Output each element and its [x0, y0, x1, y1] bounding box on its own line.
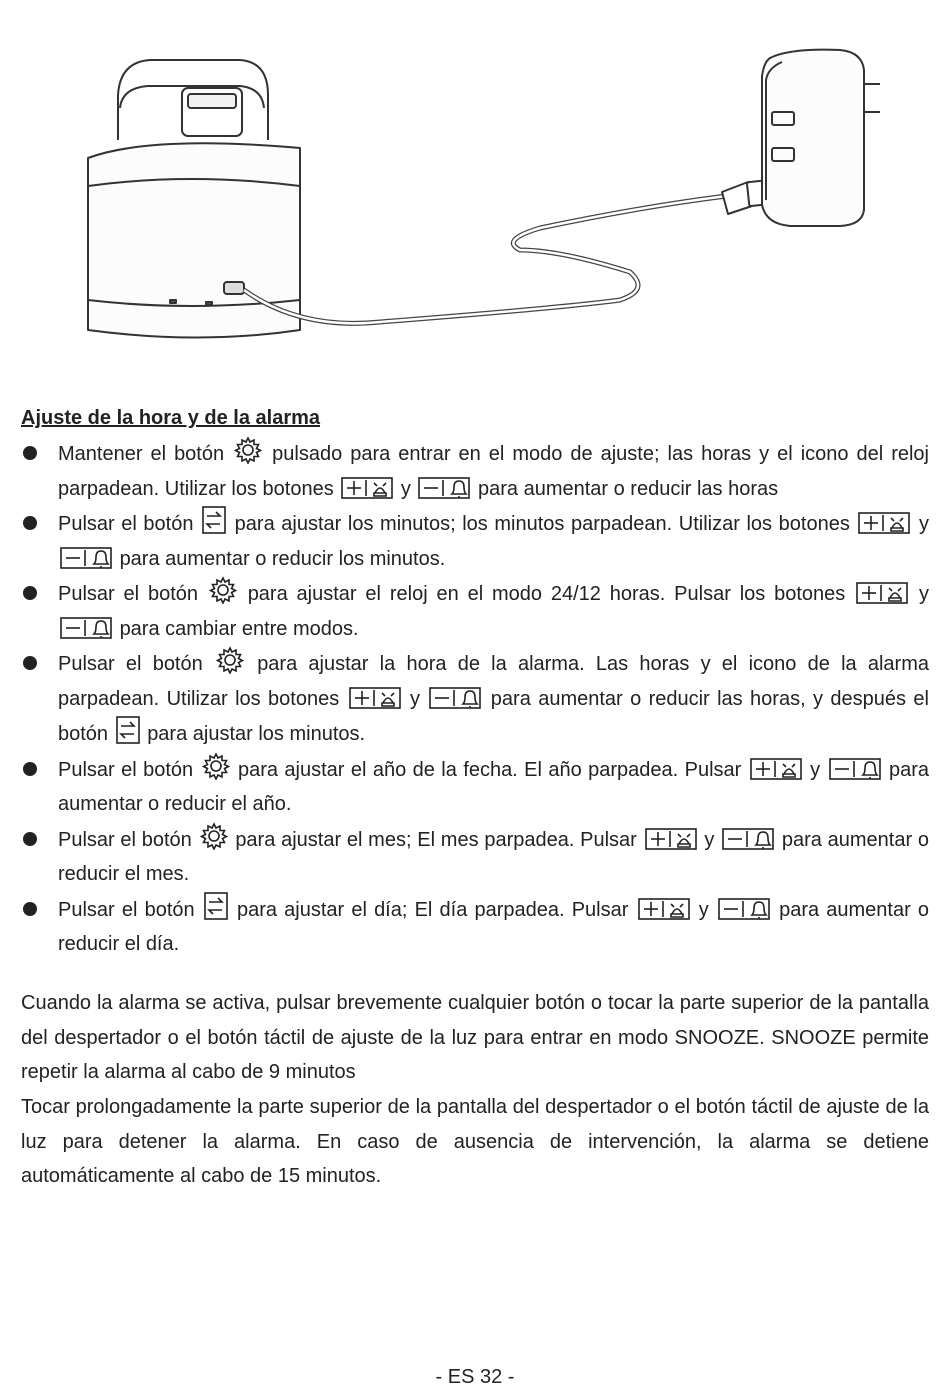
plus-sun-icon	[341, 477, 393, 499]
plus-sun-icon	[856, 582, 908, 604]
minus-bell-icon	[718, 898, 770, 920]
gear-icon	[202, 752, 230, 780]
plus-sun-icon	[349, 687, 401, 709]
plus-sun-icon	[750, 758, 802, 780]
device-connection-illustration	[0, 0, 950, 380]
plus-sun-icon	[858, 512, 910, 534]
list-item: Pulsar el botón para ajustar el reloj en el modo 24/12 horas. Pulsar los botones y para cambiar entre modos.	[21, 576, 929, 646]
page-number: - ES 32 -	[435, 1366, 515, 1388]
minus-bell-icon	[60, 547, 112, 569]
stop-alarm-paragraph: Tocar prolongadamente la parte superior de la pantalla del despertador o el botón táctil de ajuste de la luz para detener la alarma. En caso de ausencia de intervención, la alarma se detiene automáticamente al cabo de 15 minutos.	[21, 1096, 929, 1187]
next-arrow-icon	[202, 506, 226, 534]
minus-bell-icon	[829, 758, 881, 780]
list-item: Pulsar el botón para ajustar la hora de la alarma. Las horas y el icono de la alarma parpadean. Utilizar los botones y para aumentar o reducir las horas, y después el botón para ajustar los minutos.	[21, 646, 929, 752]
plus-sun-icon	[645, 828, 697, 850]
list-item: Pulsar el botón para ajustar el mes; El mes parpadea. Pulsar y para aumentar o reducir el mes.	[21, 822, 929, 892]
gear-icon	[209, 576, 237, 604]
list-item: Pulsar el botón para ajustar los minutos; los minutos parpadean. Utilizar los botones y para aumentar o reducir los minutos.	[21, 506, 929, 576]
minus-bell-icon	[429, 687, 481, 709]
gear-icon	[216, 646, 244, 674]
lamp-body	[88, 143, 300, 337]
bullet-icon	[23, 586, 37, 600]
bullet-icon	[23, 656, 37, 670]
minus-bell-icon	[60, 617, 112, 639]
list-item: Mantener el botón pulsado para entrar en el modo de ajuste; las horas y el icono del reloj parpadean. Utilizar los botones y para aumentar o reducir las horas	[21, 436, 929, 506]
snooze-paragraph: Cuando la alarma se activa, pulsar brevemente cualquier botón o tocar la parte superior de la pantalla del despertador o el botón táctil de ajuste de la luz para entrar en modo SNOOZE. SNOOZE permite repetir la alarma al cabo de 9 minutos	[21, 992, 929, 1083]
next-arrow-icon	[116, 716, 140, 744]
bullet-icon	[23, 762, 37, 776]
bullet-icon	[23, 516, 37, 530]
gear-icon	[200, 822, 228, 850]
gear-icon	[234, 436, 262, 464]
bullet-icon	[23, 902, 37, 916]
wall-adapter	[762, 50, 864, 226]
next-arrow-icon	[204, 892, 228, 920]
minus-bell-icon	[722, 828, 774, 850]
bullet-icon	[23, 446, 37, 460]
bullet-icon	[23, 832, 37, 846]
section-title: Ajuste de la hora y de la alarma	[21, 407, 321, 429]
plus-sun-icon	[638, 898, 690, 920]
instruction-list	[21, 436, 929, 962]
usb-cable	[244, 195, 735, 323]
minus-bell-icon	[418, 477, 470, 499]
list-item: Pulsar el botón para ajustar el año de la fecha. El año parpadea. Pulsar y para aumentar o reducir el año.	[21, 752, 929, 822]
list-item: Pulsar el botón para ajustar el día; El día parpadea. Pulsar y para aumentar o reducir el día.	[21, 892, 929, 962]
